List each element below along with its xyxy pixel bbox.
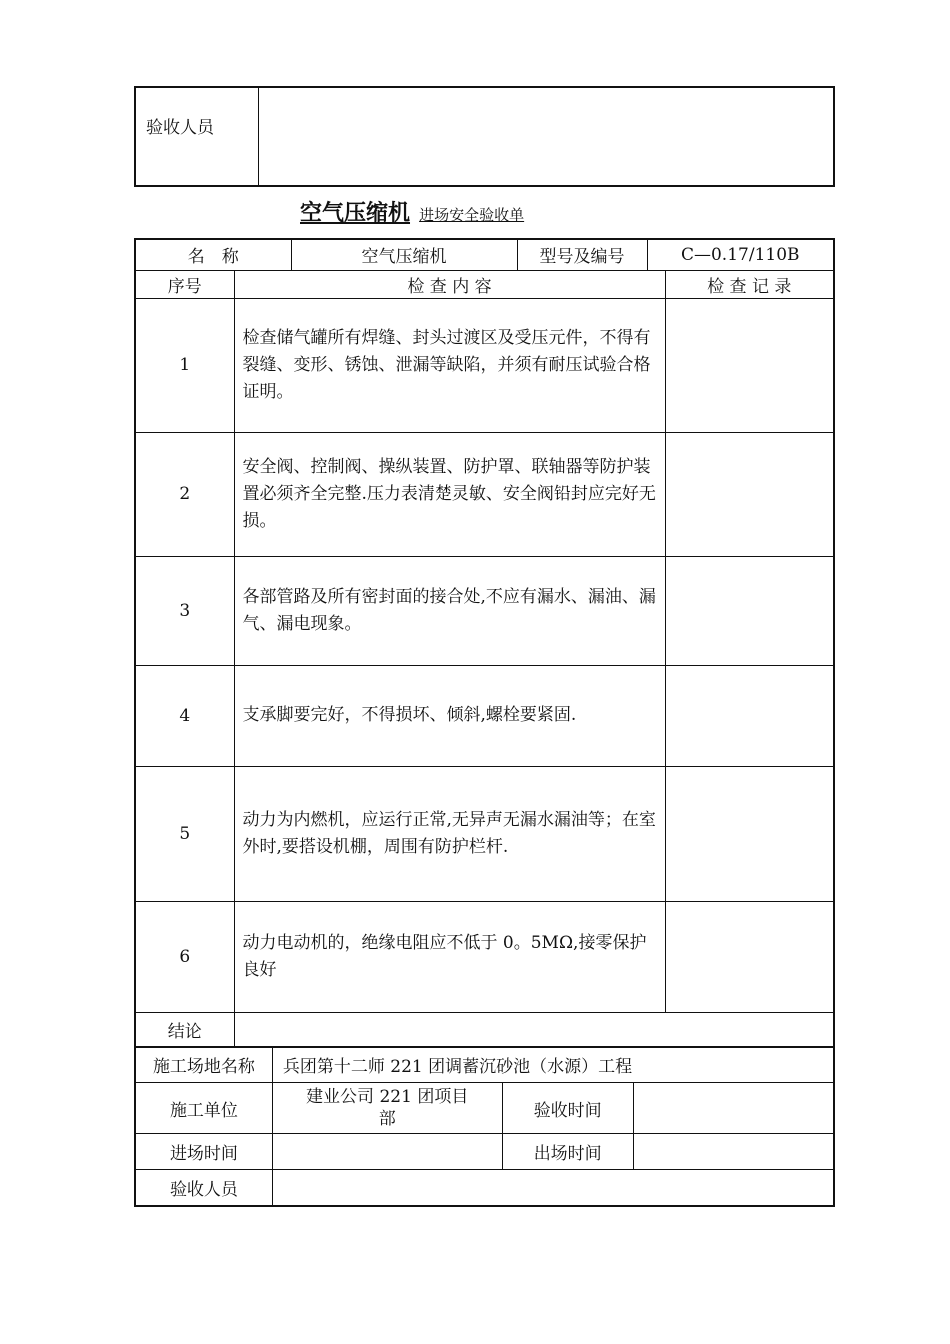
content-header: 检 查 内 容: [234, 270, 665, 298]
top-inspector-label: 验收人员: [146, 118, 214, 138]
inspector-label: 验收人员: [135, 1170, 272, 1206]
unit-label: 施工单位: [135, 1083, 272, 1134]
unit-value: 建业公司 221 团项目部: [272, 1083, 502, 1134]
table-row: [135, 432, 834, 556]
table-row: [135, 665, 834, 766]
content-cell: 支承脚要完好，不得损坏、倾斜,螺栓要紧固.: [234, 665, 665, 766]
seq-cell: 6: [135, 901, 234, 1012]
seq-cell: 2: [135, 432, 234, 556]
top-divider: [258, 88, 259, 185]
model-label: 型号及编号: [517, 239, 647, 270]
record-cell[interactable]: [665, 665, 834, 766]
content-cell: 动力为内燃机，应运行正常,无异声无漏水漏油等；在室外时,要搭设机棚，周围有防护栏杆.: [234, 766, 665, 901]
table-row: [135, 298, 834, 432]
record-cell[interactable]: [665, 298, 834, 432]
record-cell[interactable]: [665, 766, 834, 901]
exit-time-value[interactable]: [633, 1134, 834, 1170]
footer-table: [134, 1046, 835, 1207]
entry-time-label: 进场时间: [135, 1134, 272, 1170]
form-title-sub: 进场安全验收单: [419, 206, 525, 224]
form-title-main: 空气压缩机: [300, 201, 411, 226]
content-cell: 检查储气罐所有焊缝、封头过渡区及受压元件，不得有裂缝、变形、锈蚀、泄漏等缺陷，并须有耐压试验合格证明。: [234, 298, 665, 432]
exit-time-label: 出场时间: [502, 1134, 633, 1170]
seq-header: 序号: [135, 270, 234, 298]
record-cell[interactable]: [665, 432, 834, 556]
record-cell[interactable]: [665, 556, 834, 665]
table-row: [135, 766, 834, 901]
entry-time-value[interactable]: [272, 1134, 502, 1170]
content-cell: 各部管路及所有密封面的接合处,不应有漏水、漏油、漏气、漏电现象。: [234, 556, 665, 665]
name-value: 空气压缩机: [291, 239, 517, 270]
seq-cell: 1: [135, 298, 234, 432]
content-cell: 动力电动机的，绝缘电阻应不低于 0。5MΩ,接零保护良好: [234, 901, 665, 1012]
table-row: [135, 556, 834, 665]
record-header: 检 查 记 录: [665, 270, 834, 298]
accept-time-value[interactable]: [633, 1083, 834, 1134]
site-value: 兵团第十二师 221 团调蓄沉砂池（水源）工程: [272, 1047, 834, 1083]
seq-cell: 5: [135, 766, 234, 901]
inspector-value[interactable]: [272, 1170, 834, 1206]
model-value: C—0.17/110B: [647, 239, 834, 270]
seq-cell: 3: [135, 556, 234, 665]
content-cell: 安全阀、控制阀、操纵装置、防护罩、联轴器等防护装置必须齐全完整.压力表清楚灵敏、安全阀铅封应完好无损。: [234, 432, 665, 556]
inspection-table: [134, 238, 835, 1048]
top-inspector-box: [134, 86, 835, 187]
conclusion-label: 结论: [135, 1012, 234, 1047]
conclusion-value[interactable]: [234, 1012, 834, 1047]
accept-time-label: 验收时间: [502, 1083, 633, 1134]
seq-cell: 4: [135, 665, 234, 766]
record-cell[interactable]: [665, 901, 834, 1012]
table-row: [135, 901, 834, 1012]
name-label: 名 称: [135, 239, 291, 270]
site-label: 施工场地名称: [135, 1047, 272, 1083]
form-title: [296, 196, 696, 230]
